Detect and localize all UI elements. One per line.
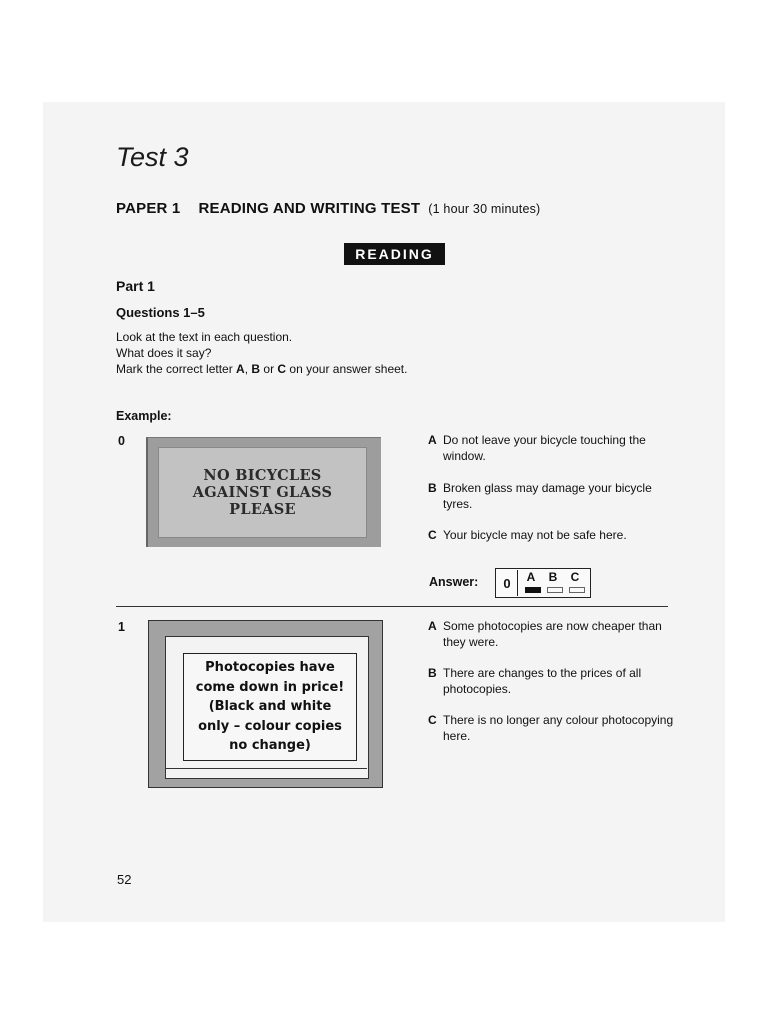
option-text: There is no longer any colour photocopying here.: [443, 713, 674, 743]
paper-duration: (1 hour 30 minutes): [428, 202, 541, 216]
section-divider: [116, 606, 668, 607]
answer-letter: B: [548, 570, 558, 584]
answer-letter: A: [526, 570, 536, 584]
sign-line: Photocopies have: [205, 660, 335, 676]
sign-line: (Black and white: [208, 699, 332, 715]
question-1-window-sill: [165, 768, 367, 778]
example-sign-line: PLEASE: [229, 501, 296, 518]
example-sign-line: NO BICYCLES: [203, 467, 322, 484]
example-sign-text: [158, 447, 367, 538]
sign-line: only – colour copies: [198, 718, 342, 734]
paper-number: PAPER 1: [116, 200, 181, 217]
option-text: There are changes to the prices of all photocopies.: [443, 666, 642, 696]
question-1-option-b: [428, 665, 678, 697]
part-title: Part 1: [116, 278, 155, 294]
option-text: Your bicycle may not be safe here.: [443, 528, 627, 542]
answer-mark: [547, 587, 563, 593]
sign-line: no change): [229, 738, 311, 754]
instruction-line-2: What does it say?: [116, 346, 212, 360]
example-option-b: [428, 480, 678, 512]
test-title: Test 3: [116, 142, 189, 172]
answer-row-number: 0: [497, 570, 518, 596]
sign-line: come down in price!: [195, 679, 345, 695]
answer-label: Answer:: [429, 575, 479, 589]
example-number: 0: [118, 434, 125, 448]
option-letter: A: [428, 433, 437, 447]
answer-marks: [525, 587, 585, 593]
instruction-line-1: Look at the text in each question.: [116, 330, 293, 344]
question-1-option-c: [428, 712, 678, 744]
option-letter: C: [428, 713, 437, 727]
example-option-c: [428, 527, 678, 543]
option-text: Do not leave your bicycle touching the window.: [443, 433, 646, 463]
page-number: 52: [117, 872, 132, 887]
question-1-sign-text: [183, 653, 357, 761]
answer-mark: [569, 587, 585, 593]
example-label: Example:: [116, 409, 172, 423]
answer-letters: [520, 570, 586, 584]
question-1-option-a: [428, 618, 678, 650]
option-letter: A: [428, 619, 437, 633]
instruction-line-3: Mark the correct letter A, B or C on your answer sheet.: [116, 362, 408, 376]
option-letter: B: [428, 666, 437, 680]
paper-title: READING AND WRITING TEST: [198, 200, 421, 217]
question-1-number: 1: [118, 620, 125, 634]
paper-heading: [116, 200, 540, 217]
example-sign-line: AGAINST GLASS: [192, 484, 333, 501]
answer-mark: [525, 587, 541, 593]
option-text: Some photocopies are now cheaper than they were.: [443, 619, 662, 649]
questions-label: Questions 1–5: [116, 305, 205, 320]
section-badge-reading: READING: [344, 243, 445, 265]
option-text: Broken glass may damage your bicycle tyres.: [443, 481, 652, 511]
option-letter: B: [428, 481, 437, 495]
example-option-a: [428, 432, 678, 464]
option-letter: C: [428, 528, 437, 542]
answer-letter: C: [570, 570, 580, 584]
